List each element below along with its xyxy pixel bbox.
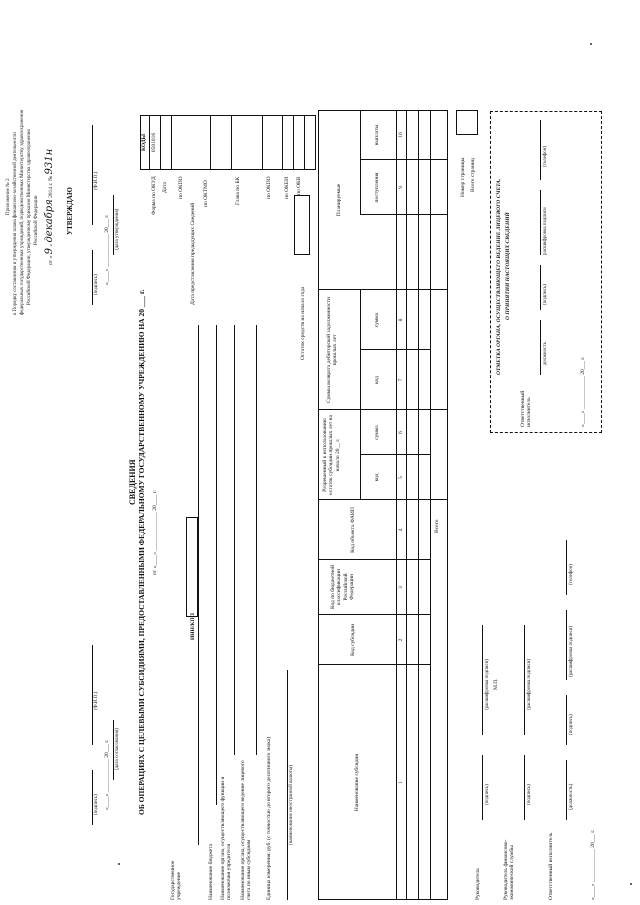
appendix-line3: федеральных государственных учреждений, подведомственных Министерству здравоохранения <box>20 109 25 315</box>
codes-oktmo: по ОКТМО <box>203 180 209 207</box>
appendix-line2: к Порядку составления и утверждения плана финансово-хозяйственной деятельности <box>13 132 18 315</box>
sig-resp: Ответственный исполнитель <box>548 832 554 900</box>
th-faip: Код объекта ФАИП <box>350 507 356 553</box>
sig-head-sign: (подпись) <box>485 784 490 805</box>
codes-date-label: Дата <box>162 182 168 193</box>
scan-speck <box>118 863 120 865</box>
title-date: от «____» ______________ 20____ г. <box>152 489 158 575</box>
th-bk: Код по бюджетной классификации Российской Федерации <box>330 565 355 609</box>
th-code-5: код <box>374 473 380 482</box>
mark-sign: (подпись) <box>543 284 548 305</box>
codes-prev-date: Дата представления предыдущих Сведений <box>190 202 196 305</box>
codes-okpo1: по ОКПО <box>178 176 184 199</box>
title-main: ОБ ОПЕРАЦИЯХ С ЦЕЛЕВЫМИ СУБСИДИЯМИ, ПРЕДОСТАВЛЕННЫМИ ФЕДЕРАЛЬНОМУ ГОСУДАРСТВЕННОМУ УЧРЕЖДЕНИЮ НА 20 ___ г. <box>137 289 146 815</box>
mark-resp: Ответственный исполнитель <box>520 390 533 427</box>
codes-okv: по ОКВ <box>296 176 302 195</box>
agree-sign: (подпись) <box>94 794 99 815</box>
page-number-label: Номер страницы <box>460 157 466 197</box>
sig-fin-decode: (расшифровка подписи) <box>527 658 532 710</box>
th-receivable: Суммы возврата дебиторской задолженности прошлых лет <box>326 297 339 403</box>
codes-box <box>140 115 316 170</box>
approve-fio: (Ф.И.О.) <box>94 171 99 190</box>
field-account-organ: Наименование органа, осуществляющего ведение лицевого счета по иным субсидиям <box>240 760 253 900</box>
appendix-line4: Российской Федерации, утвержденному приказом Министерства здравоохранения <box>27 129 32 305</box>
sig-resp-date: «____» ____________ 20___ г. <box>590 829 596 900</box>
th-code: Код субсидии <box>350 623 356 657</box>
sig-fin-head: Руководитель финансово-экономической службы <box>503 839 516 900</box>
th-allowed: Разрешенный к использованию остаток субсидии прошлых лет на начало 20__ г. <box>322 414 341 496</box>
mark-phone: (телефон) <box>543 146 548 167</box>
form-code: 0501016 <box>151 132 157 153</box>
appendix-line1: Приложение № 2 <box>6 178 11 215</box>
field-budget: Наименование бюджета <box>208 843 214 900</box>
codes-form-label: Форма по ОКУД <box>151 176 157 215</box>
th-payments: выплаты <box>374 124 380 146</box>
mark-date: «____» ____________ 20___ г. <box>580 356 586 427</box>
agree-date: «____» ____________ 20___ г. <box>104 739 110 810</box>
th-receipts: поступления <box>374 172 380 203</box>
total-row <box>430 110 448 500</box>
th-planned: Планируемые <box>336 183 342 217</box>
pages-box <box>456 110 478 135</box>
col-num-1: 1 <box>398 781 404 784</box>
codes-okpo2: по ОКПО <box>266 176 272 199</box>
col-num-2: 2 <box>398 638 404 642</box>
col-num-6: 6 <box>398 431 404 434</box>
sig-resp-decode: (расшифровка подписи) <box>569 625 574 677</box>
mark-title2: О ПРИНЯТИИ НАСТОЯЩИХ СВЕДЕНИЙ <box>505 212 511 320</box>
col-num-10: 10 <box>398 132 404 138</box>
col-num-3: 3 <box>398 586 404 589</box>
sig-fin-sign: (подпись) <box>527 784 532 805</box>
mark-pos: должность <box>543 342 548 365</box>
col-num-7: 7 <box>398 378 404 382</box>
agree-fio: (Ф.И.О.) <box>94 691 99 710</box>
col-num-5: 5 <box>398 476 404 479</box>
col-num-9: 9 <box>398 186 404 189</box>
th-code-7: код <box>374 376 380 384</box>
appendix-line5: Российской Федерации <box>34 195 39 245</box>
sig-resp-phone: (телефон) <box>569 564 574 585</box>
sig-resp-pos: (должность) <box>569 783 574 810</box>
th-name: Наименование субсидии <box>354 753 360 812</box>
col-num-4: 4 <box>398 528 404 532</box>
scan-speck <box>630 883 632 885</box>
approve-title: УТВЕРЖДАЮ <box>66 187 74 235</box>
handwritten-day: 9 <box>44 248 55 255</box>
sig-head: Руководитель <box>475 868 481 900</box>
approve-sign: (подпись) <box>94 274 99 295</box>
codes-okei: по ОКЕИ <box>284 176 290 199</box>
codes-glava: Глава по БК <box>235 176 241 205</box>
col-num-8: 8 <box>398 318 404 322</box>
approve-date: «____» ____________ 20___ г. <box>104 214 110 285</box>
field-unit: Единица измерения: руб. (с точностью до второго десятичного знака) <box>266 736 272 900</box>
balance-start-label: Остаток средств на начало года <box>300 286 306 360</box>
sig-head-decode: (расшифровка подписи) <box>485 658 490 710</box>
mark-title1: ОТМЕТКА ОРГАНА, ОСУЩЕСТВЛЯЮЩЕГО ВЕДЕНИЕ ЛИЦЕВОГО СЧЕТА, <box>496 178 502 375</box>
sig-mp: М.П. <box>493 678 499 690</box>
title-svedeniya: СВЕДЕНИЯ <box>128 459 137 505</box>
th-sum-6: сумма <box>374 425 380 440</box>
scan-speck <box>590 43 592 45</box>
handwritten-month: декабря <box>44 199 55 243</box>
mark-decode: расшифровка подписи <box>543 207 548 255</box>
sig-resp-sign: (подпись) <box>569 714 574 735</box>
inn-kpp-box <box>186 517 198 617</box>
th-sum-8: сумма <box>374 312 380 328</box>
appendix-date: от « 9 » декабря 2014 г. № 931н <box>44 148 55 265</box>
field-currency-label: (наименование иностранной валюты) <box>289 765 294 845</box>
field-inn-kpp: ИНН/КПП <box>190 613 196 640</box>
field-institution: Государственное учреждение <box>170 860 183 900</box>
total-pages-label: Всего страниц <box>470 158 476 192</box>
handwritten-number: 931н <box>44 148 55 175</box>
agree-date-label: (дата согласования) <box>115 728 120 770</box>
field-organ: Наименование органа, осуществляющего функции и полномочия учредителя <box>220 776 233 900</box>
approve-date-label: (дата утверждения) <box>115 208 120 250</box>
codes-header: КОДЫ <box>141 133 147 152</box>
balance-start-box <box>294 195 310 255</box>
total-label: Всего <box>434 519 440 533</box>
